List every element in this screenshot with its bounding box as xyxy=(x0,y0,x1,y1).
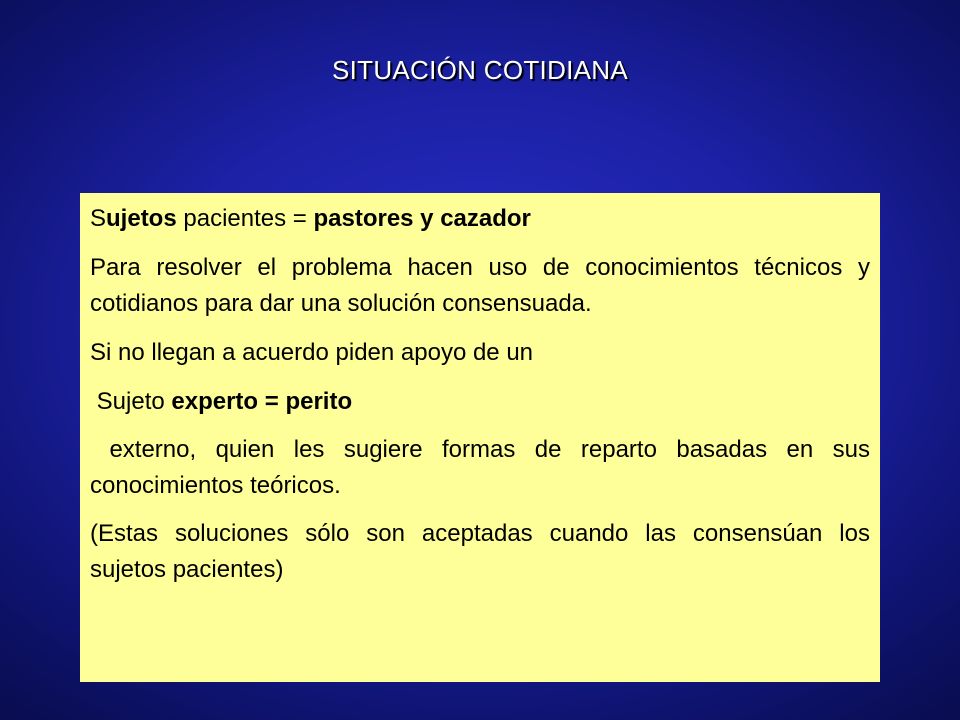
subjects-middle: pacientes = xyxy=(176,205,314,232)
expert-prefix: Sujeto xyxy=(90,388,172,415)
external-paragraph: externo, quien les sugiere formas de reparto basadas en sus conocimientos teóricos. xyxy=(90,436,877,499)
subjects-value: pastores y cazador xyxy=(313,205,531,232)
content-box xyxy=(80,193,880,682)
expert-line xyxy=(90,384,870,420)
expert-value: experto = perito xyxy=(171,388,353,415)
subjects-line xyxy=(90,201,870,237)
subjects-bold: ujetos xyxy=(106,205,177,232)
acceptance-paragraph: (Estas soluciones sólo son aceptadas cuando las consensúan los sujetos pacientes) xyxy=(90,520,870,583)
agreement-line: Si no llegan a acuerdo piden apoyo de un xyxy=(90,339,534,366)
subjects-prefix: S xyxy=(90,205,107,232)
slide-title: SITUACIÓN COTIDIANA xyxy=(331,55,629,85)
resolution-paragraph: Para resolver el problema hacen uso de conocimientos técnicos y cotidianos para dar una solución consensuada. xyxy=(90,254,870,317)
